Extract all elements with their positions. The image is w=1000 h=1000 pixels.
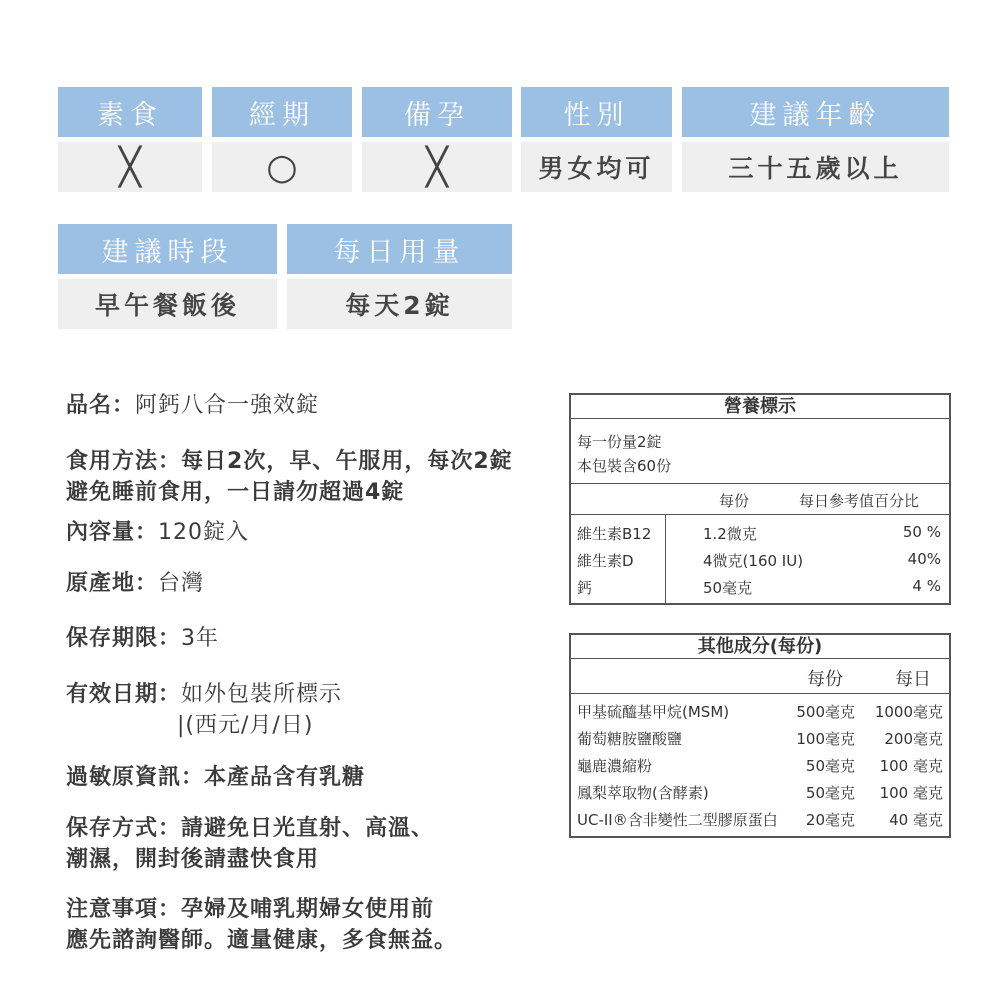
nutrient-dv: 40% (907, 550, 941, 568)
ingredient-daily: 200毫克 (884, 730, 943, 748)
header-daily-dosage: 每日用量 (287, 224, 512, 274)
serving-size: 每一份量2錠 (577, 433, 662, 451)
usage: 食用方法：每日2次，早、午服用，每次2錠 避免睡前食用，一日請勿超過4錠 (66, 449, 513, 505)
ingredient-per: 50毫克 (805, 784, 855, 802)
nutrition-facts-table (569, 393, 951, 605)
content-amount: 內容量：120錠入 (66, 520, 250, 545)
header-vegetarian: 素食 (58, 87, 202, 137)
ingredient-daily: 40 毫克 (889, 811, 943, 829)
ingredient-daily: 100 毫克 (879, 757, 943, 775)
header-pregnancy-prep: 備孕 (362, 87, 512, 137)
nutrient-dv: 4 % (912, 577, 941, 595)
ingredient-daily: 100 毫克 (879, 784, 943, 802)
nutrient-name: 維生素D (577, 552, 634, 570)
nutrient-name: 維生素B12 (577, 525, 652, 543)
ingredient-daily: 1000毫克 (874, 703, 943, 721)
value-gender: 男女均可 (521, 142, 672, 192)
ingredient-per: 500毫克 (796, 703, 855, 721)
ingredient-name: 甲基硫醯基甲烷(MSM) (577, 703, 730, 721)
nutrient-dv: 50 % (902, 523, 941, 541)
allergen-info: 過敏原資訊：本產品含有乳糖 (66, 765, 366, 790)
col-per-serving: 每份 (807, 669, 843, 690)
shelf-life: 保存期限：3年 (66, 626, 220, 651)
header-suggested-age: 建議年齡 (682, 87, 949, 137)
notice: 注意事項：孕婦及哺乳期婦女使用前 應先諮詢醫師。適量健康，多食無益。 (66, 897, 458, 953)
value-daily-dosage: 每天2錠 (287, 279, 512, 329)
value-vegetarian (58, 142, 202, 192)
servings-per-pack: 本包裝含60份 (577, 457, 672, 475)
ingredient-per: 50毫克 (805, 757, 855, 775)
cross-icon: ╳ (119, 146, 141, 188)
ingredient-name: 龜鹿濃縮粉 (577, 757, 653, 775)
nutrient-amount: 4微克(160 IU) (703, 552, 804, 570)
header-menstruation: 經期 (212, 87, 352, 137)
value-pregnancy-prep (362, 142, 512, 192)
ingredient-per: 20毫克 (805, 811, 855, 829)
circle-icon: ○ (266, 146, 298, 188)
value-menstruation (212, 142, 352, 192)
nutrient-amount: 50毫克 (703, 579, 753, 597)
nutrient-amount: 1.2微克 (703, 525, 757, 543)
ingredient-name: 葡萄糖胺鹽酸鹽 (577, 730, 683, 748)
ingredient-name: UC-II®含非變性二型膠原蛋白 (577, 811, 778, 829)
ingredient-per: 100毫克 (796, 730, 855, 748)
origin: 原產地：台灣 (66, 571, 205, 596)
header-suggested-time: 建議時段 (58, 224, 277, 274)
other-ingredients-title: 其他成分(每份) (571, 635, 949, 659)
other-ingredients-table (569, 633, 951, 838)
product-name: 品名：阿鈣八合一強效錠 (66, 393, 320, 418)
value-suggested-time: 早午餐飯後 (58, 279, 277, 329)
expiry-date: 有效日期：如外包裝所標示 |(西元/月/日) (66, 682, 343, 738)
nutrition-title: 營養標示 (571, 395, 949, 419)
value-suggested-age: 三十五歲以上 (682, 142, 949, 192)
ingredient-name: 鳳梨萃取物(含酵素) (577, 784, 709, 802)
col-per-serving: 每份 (719, 492, 750, 510)
col-daily: 每日 (895, 669, 931, 690)
col-daily-value: 每日參考值百分比 (799, 492, 920, 510)
nutrient-name: 鈣 (577, 579, 593, 597)
header-gender: 性別 (521, 87, 672, 137)
storage-method: 保存方式：請避免日光直射、高溫、 潮濕，開封後請盡快食用 (66, 816, 435, 872)
cross-icon: ╳ (426, 146, 448, 188)
